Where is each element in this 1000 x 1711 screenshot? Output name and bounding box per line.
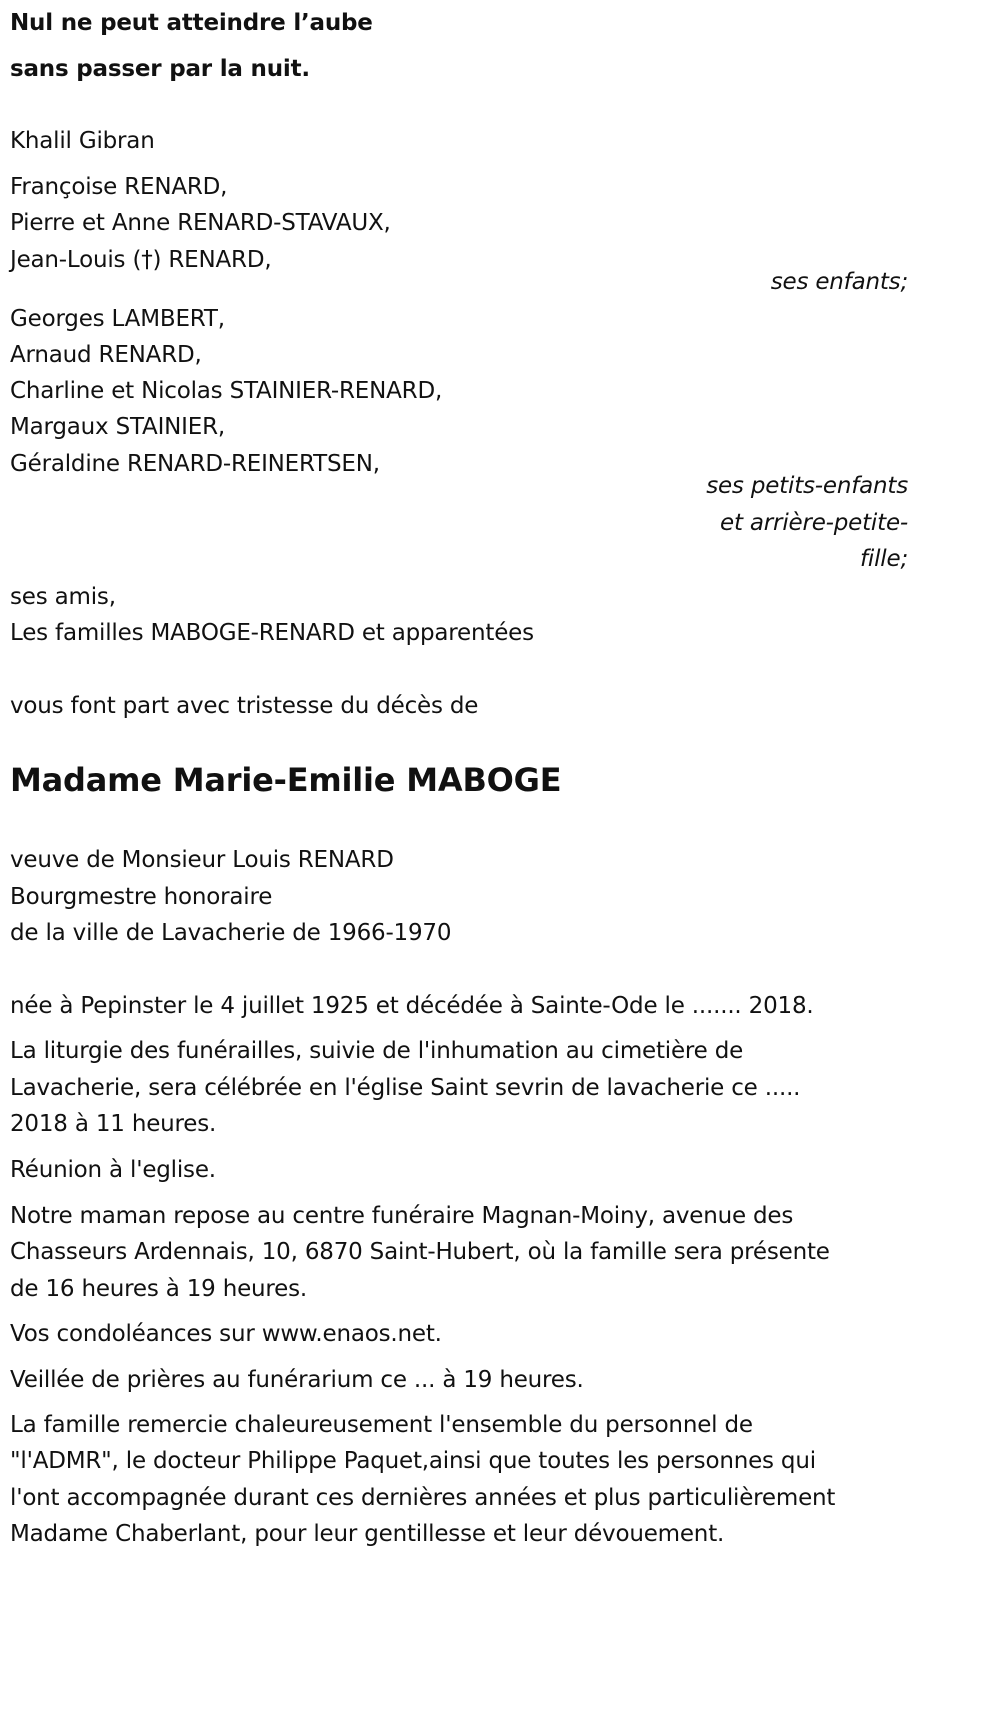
- quote-line-1: Nul ne peut atteindre l’aube: [10, 10, 373, 36]
- families-line: Les familles MABOGE-RENARD et apparentées: [10, 620, 534, 646]
- child-name: Jean-Louis (†) RENARD,: [10, 247, 272, 273]
- grandchildren-relation-line-1: ses petits-enfants: [706, 473, 908, 499]
- announcement: vous font part avec tristesse du décès de: [10, 693, 479, 719]
- friends-line: ses amis,: [10, 584, 116, 610]
- thanks-line: La famille remercie chaleureusement l'ensemble du personnel de: [10, 1412, 753, 1438]
- child-name: Pierre et Anne RENARD-STAVAUX,: [10, 210, 391, 236]
- deceased-name: Madame Marie-Emilie MABOGE: [10, 761, 562, 799]
- deceased-detail: veuve de Monsieur Louis RENARD: [10, 847, 394, 873]
- grandchild-name: Margaux STAINIER,: [10, 414, 225, 440]
- viewing-line: Chasseurs Ardennais, 10, 6870 Saint-Hubert, où la famille sera présente: [10, 1239, 830, 1265]
- funeral-line: La liturgie des funérailles, suivie de l'inhumation au cimetière de: [10, 1038, 744, 1064]
- grandchildren-relation-line-2: et arrière-petite-: [720, 510, 908, 536]
- grandchild-name: Géraldine RENARD-REINERTSEN,: [10, 451, 380, 477]
- grandchildren-relation-line-3: fille;: [860, 546, 908, 572]
- child-name: Françoise RENARD,: [10, 174, 228, 200]
- quote-line-2: sans passer par la nuit.: [10, 56, 310, 82]
- funeral-line: Lavacherie, sera célébrée en l'église Saint sevrin de lavacherie ce .....: [10, 1075, 801, 1101]
- grandchild-name: Georges LAMBERT,: [10, 306, 225, 332]
- deceased-detail: de la ville de Lavacherie de 1966-1970: [10, 920, 452, 946]
- vigil-line: Veillée de prières au funérarium ce ... à 19 heures.: [10, 1367, 584, 1393]
- quote-author: Khalil Gibran: [10, 128, 155, 154]
- thanks-line: l'ont accompagnée durant ces dernières années et plus particulièrement: [10, 1485, 836, 1511]
- grandchild-name: Arnaud RENARD,: [10, 342, 202, 368]
- funeral-line: 2018 à 11 heures.: [10, 1111, 217, 1137]
- meeting-line: Réunion à l'eglise.: [10, 1157, 216, 1183]
- grandchild-name: Charline et Nicolas STAINIER-RENARD,: [10, 378, 443, 404]
- birth-death-line: née à Pepinster le 4 juillet 1925 et décédée à Sainte-Ode le ....... 2018.: [10, 993, 814, 1019]
- condolences-line: Vos condoléances sur www.enaos.net.: [10, 1321, 442, 1347]
- viewing-line: Notre maman repose au centre funéraire Magnan-Moiny, avenue des: [10, 1203, 794, 1229]
- viewing-line: de 16 heures à 19 heures.: [10, 1276, 308, 1302]
- deceased-detail: Bourgmestre honoraire: [10, 884, 273, 910]
- thanks-line: "l'ADMR", le docteur Philippe Paquet,ainsi que toutes les personnes qui: [10, 1448, 816, 1474]
- children-relation: ses enfants;: [770, 269, 908, 295]
- thanks-line: Madame Chaberlant, pour leur gentillesse et leur dévouement.: [10, 1521, 725, 1547]
